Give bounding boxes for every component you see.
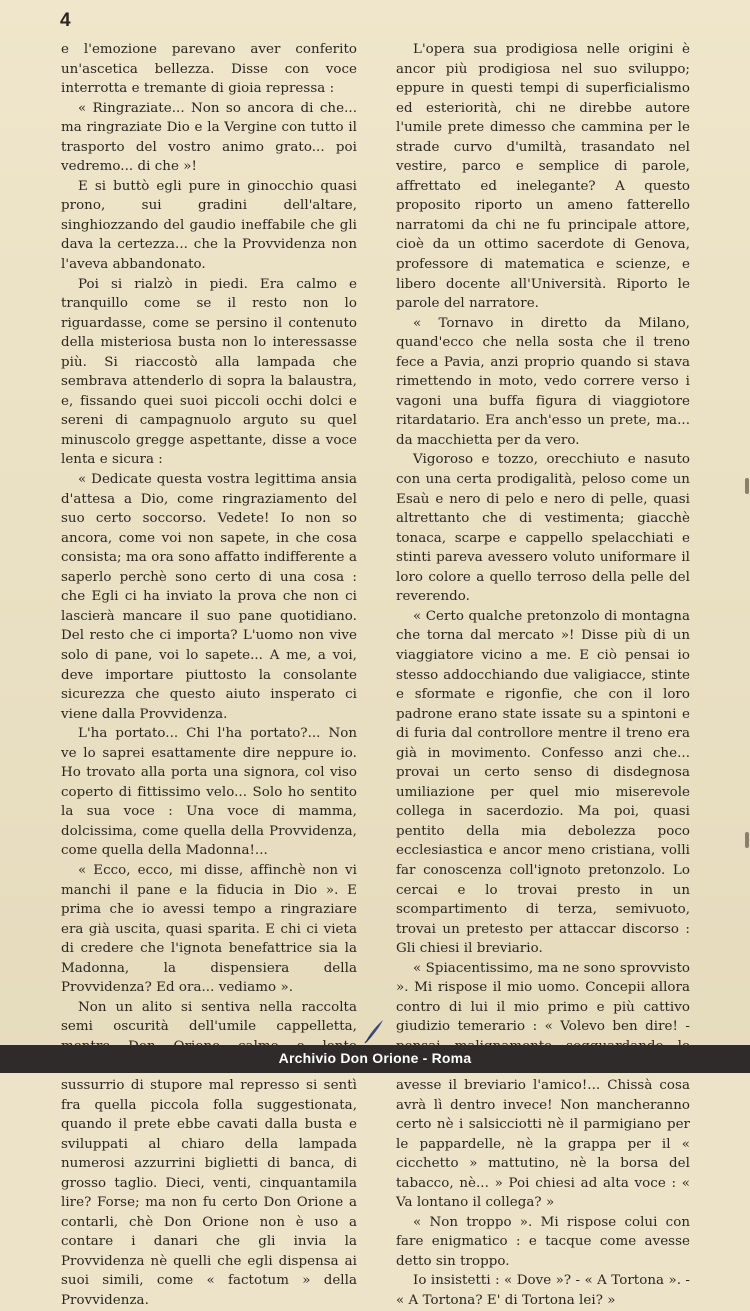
paragraph: L'ha portato... Chi l'ha portato?... Non ve lo saprei esattamente dire neppure io. Ho trovato alla porta una signora, col viso coperto di fittissimo velo... Solo ho sentito la sua voce : Una voce di mamma, dolcissima, come quella della Provvidenza, come quella della Madonna!... bbox=[61, 726, 357, 859]
paragraph: Non un alito si sentiva nella raccolta semi oscurità dell'umile cappelletta, sussurrio di stupore mal represso si sentì fra quella piccola folla suggestionata, quando il prete ebbe cavati dalla busta e sviluppati al chiaro della lampada numerosi azzurrini biglietti di banca, di grosso taglio. Dieci, venti, cinquantamila lire? Forse; ma non fu certo Don Orione a contarli, chè Don Orione non è uso a contare i danari che gli invia la Provvidenza nè quelli che egli dispensa ai suoi simili, come « factotum » della Provvidenza. bbox=[61, 999, 357, 1308]
paragraph: « Ecco, ecco, mi disse, affinchè non vi manchi il pane e la fiducia in Dio ». E prima che io avessi tempo a ringraziare era già uscita, quasi sparita. E chi ci vieta di credere che l'ignota benefattrice sia la Madonna, la dispensiera della Provvidenza? Ed ora... vediamo ». bbox=[61, 862, 357, 996]
paragraph: « Ringraziate... Non so ancora di che... ma ringraziate Dio e la Vergine con tutto il trasporto del vostro animo grato... poi vedremo... di che »! bbox=[61, 100, 357, 175]
paragraph: « Tornavo in diretto da Milano, quand'ecco che nella sosta che il treno fece a Pavia, anzi proprio quando si stava rimettendo in moto, vedo correre verso i vagoni una buffa figura di viaggiotore ritardatario. Era anch'esso un prete, ma... da macchietta per da vero. bbox=[396, 315, 690, 448]
paragraph: E si buttò egli pure in ginocchio quasi prono, sui gradini dell'altare, singhiozzando del gaudio ineffabile che gli dava la certezza... che la Provvidenza non l'aveva abbandonato. bbox=[61, 178, 357, 273]
paragraph: L'opera sua prodigiosa nelle origini è ancor più prodigiosa nel suo sviluppo; eppure in questi tempi di superficialismo ed esteriorità, chi ne direbbe autore l'umile prete dimesso che cammina per le strade curvo d'umiltà, trasandato nel vestire, parco e semplice di parole, affrettato ed inelegante? A questo proposito riporto un ameno fatterello narratomi da chi ne fu principale attore, cioè da un ottimo sacerdote di Genova, professore di matematica e scienze, e libero docente all'Università. Riporto le parole del narratore. bbox=[396, 42, 690, 312]
paragraph: « Certo qualche pretonzolo di montagna che torna dal mercato »! Disse più di un viaggiatore vicino a me. E ciò pensai io stesso addocchiando due valigiacce, stinte e sformate e rigonfie, che con il loro padrone erano state issate su a spintoni e di furia dal controllore mentre il treno era già in movimento. Confesso anzi che... provai un certo senso di disdegnosa umiliazione per quel mio miserevole collega in sacerdozio. Ma poi, quasi pentito della mia debolezza poco ecclesiastica e ancor meno cristiana, volli far conoscenza coll'ignoto pretonzolo. Lo cercai e lo trovai presto in un scompartimento di terza, semivuoto, trovai un pretesto per attaccar discorso : Gli chiesi il breviario. bbox=[396, 608, 690, 957]
page-number: 4 bbox=[60, 10, 71, 31]
paragraph: Vigoroso e tozzo, orecchiuto e nasuto con una certa prodigalità, peloso come un Esaù e nero di pelo e nero di pelle, quasi altrettanto che di vestimenta; giacchè tonaca, scarpe e cappello spelacchiati e stinti pareva avessero voluto uniformare il loro colore a quello terroso della pelle del reverendo. bbox=[396, 452, 690, 605]
quill-icon bbox=[362, 1018, 386, 1044]
margin-mark bbox=[745, 478, 749, 494]
paragraph: « Non troppo ». Mi rispose colui con fare enigmatico : e tacque come avesse detto sin troppo. bbox=[396, 1214, 690, 1269]
margin-mark bbox=[745, 832, 749, 848]
paragraph: « Spiacentissimo, ma ne sono sprovvisto ». Mi rispose il mio uomo. Concepii allora contro di lui il mio primo e più cattivo giudizio temerario : « Volevo ben dire! - avesse il breviario l'amico!... Chissà cosa avrà lì dentro invece! Non mancheranno certo nè i salsicciotti nè il parmigiano per le pappardelle, nè la grappa per il « cicchetto » mattutino, nè la borsa del tabacco, nè... » Poi chiesi ad alta voce : « Va lontano il collega? » bbox=[396, 960, 690, 1211]
paragraph: Poi si rialzò in piedi. Era calmo e tranquillo come se il resto non lo riguardasse, come se persino il contenuto della misteriosa busta non lo interessasse più. Si riaccostò alla lampada che sembrava attenderlo di sopra la balaustra, e, fissando quei suoi piccoli occhi dolci e sereni di campagnuolo arguto su quel minuscolo gregge aspettante, disse a voce lenta e sicura : bbox=[61, 276, 357, 468]
paragraph: e l'emozione parevano aver conferito un'ascetica bellezza. Disse con voce interrotta e tremante di gioia repressa : bbox=[61, 42, 357, 97]
archive-footer-label: Archivio Don Orione - Roma bbox=[278, 1050, 472, 1066]
right-column bbox=[396, 40, 690, 1311]
paragraph: « Dedicate questa vostra legittima ansia d'attesa a Dio, come ringraziamento del suo certo soccorso. Vedete! Io non so ancora, come voi non sapete, in che cosa consista; ma ora sono affatto indifferente a saperlo perchè sono certo di una cosa : che Egli ci ha inviato la prova che non ci lascierà mancare il suo pane quotidiano. Del resto che ci importa? L'uomo non vive solo di pane, voi lo sapete... A me, a voi, deve importare piuttosto la consolante sicurezza che questo aiuto insperato ci viene dalla Provvidenza. bbox=[61, 472, 357, 722]
left-column bbox=[61, 40, 357, 1311]
paragraph: Io insistetti : « Dove »? - « A Tortona ». - « A Tortona? E' di Tortona lei? » bbox=[396, 1273, 690, 1308]
